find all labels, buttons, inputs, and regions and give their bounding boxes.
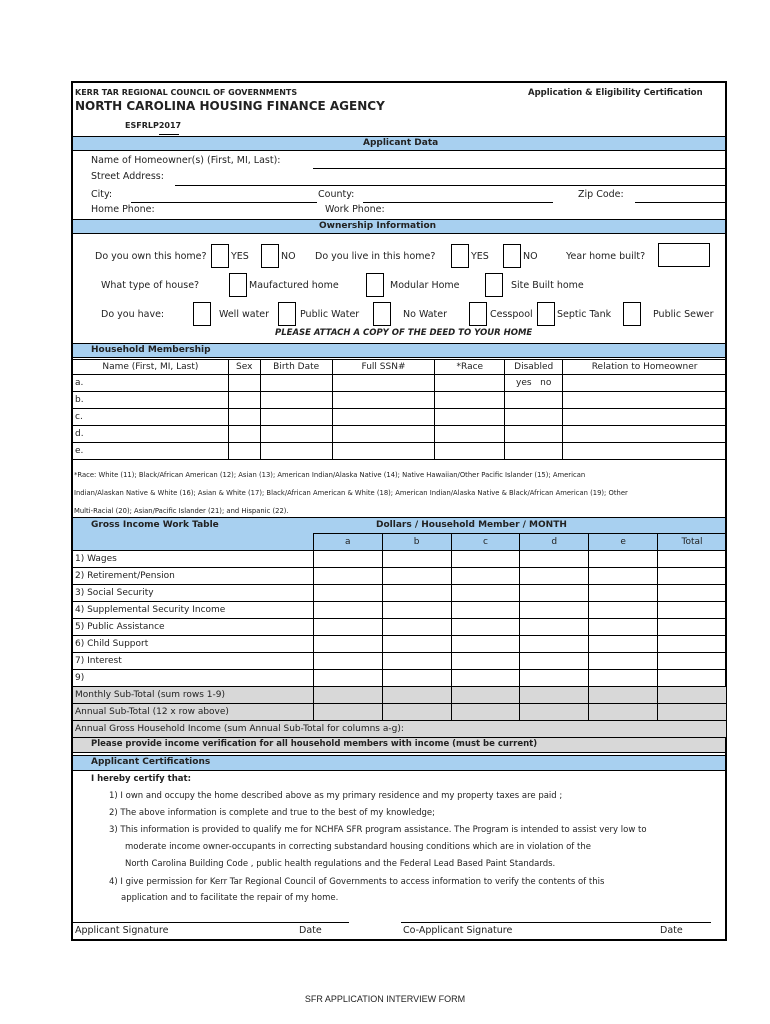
income-row[interactable] (73, 568, 727, 585)
amount-cell[interactable] (313, 585, 382, 602)
applicant-signature-label: Applicant Signature (75, 925, 169, 936)
amount-cell[interactable] (382, 636, 451, 653)
race-cell[interactable] (435, 375, 505, 392)
income-source: 4) Supplemental Security Income (73, 602, 314, 619)
live-no-label: NO (523, 251, 538, 262)
income-source: 3) Social Security (73, 585, 314, 602)
relation-cell[interactable] (563, 409, 727, 426)
certifications-title: Applicant Certifications (91, 757, 211, 767)
col-relation: Relation to Homeowner (563, 360, 727, 375)
income-source: 7) Interest (73, 653, 314, 670)
relation-cell[interactable] (563, 443, 727, 460)
sex-cell[interactable] (228, 426, 260, 443)
amount-cell[interactable] (451, 585, 520, 602)
amount-cell[interactable] (589, 585, 658, 602)
co-applicant-date-label: Date (660, 925, 683, 936)
income-row[interactable] (73, 619, 727, 636)
sex-cell[interactable] (228, 409, 260, 426)
application-form (71, 81, 727, 941)
county-field[interactable] (363, 202, 553, 203)
household-header-row (73, 360, 727, 375)
well-water-label: Well water (219, 309, 270, 320)
ssn-cell[interactable] (332, 409, 435, 426)
verify-note: Please provide income verification for all household members with income (must be current) (91, 739, 538, 749)
household-row[interactable] (73, 375, 727, 392)
septic-label: Septic Tank (557, 309, 612, 320)
city-label: City: (91, 189, 113, 200)
monthly-subtotal-label: Monthly Sub-Total (sum rows 1-9) (73, 687, 314, 704)
total-cell[interactable] (658, 551, 727, 568)
amount-cell[interactable] (589, 619, 658, 636)
amount-cell[interactable] (589, 551, 658, 568)
applicant-signature-line[interactable] (73, 922, 349, 923)
annual-gross-row (73, 721, 727, 738)
modular-label: Modular Home (390, 280, 460, 291)
amount-cell[interactable] (451, 551, 520, 568)
sex-cell[interactable] (228, 375, 260, 392)
subtotal-cell (658, 704, 727, 721)
cert-item-1: 1) I own and occupy the home described above as my primary residence and my property taxes are paid ; (109, 791, 563, 801)
subtotal-cell (451, 704, 520, 721)
income-dollars-label: Dollars / Household Member / MONTH (376, 520, 567, 530)
total-cell[interactable] (658, 602, 727, 619)
amount-cell[interactable] (382, 602, 451, 619)
amount-cell[interactable] (520, 619, 589, 636)
household-row[interactable] (73, 392, 727, 409)
race-note-line1: *Race: White (11); Black/African American (12); Asian (13); American Indian/Alaska Native (14); Native Hawaiian/Other Pacific Islander (15); American (74, 471, 586, 479)
amount-cell[interactable] (382, 568, 451, 585)
income-table (72, 533, 727, 738)
income-source: 2) Retirement/Pension (73, 568, 314, 585)
own-yes-checkbox[interactable] (211, 244, 229, 268)
race-cell[interactable] (435, 426, 505, 443)
manufactured-checkbox[interactable] (229, 273, 247, 297)
own-yes-label: YES (231, 251, 249, 262)
total-cell[interactable] (658, 653, 727, 670)
subtotal-cell (451, 687, 520, 704)
member-label: a. (73, 375, 229, 392)
cert-item-2: 2) The above information is complete and true to the best of my knowledge; (109, 808, 436, 818)
no-water-label: No Water (403, 309, 448, 320)
co-applicant-signature-line[interactable] (401, 922, 711, 923)
live-question: Do you live in this home? (315, 251, 436, 262)
income-row[interactable] (73, 585, 727, 602)
disabled-cell[interactable] (505, 409, 563, 426)
amount-cell[interactable] (451, 670, 520, 687)
col-ssn: Full SSN# (332, 360, 435, 375)
amount-cell[interactable] (520, 602, 589, 619)
amount-cell[interactable] (313, 670, 382, 687)
agency-name: NORTH CAROLINA HOUSING FINANCE AGENCY (75, 99, 385, 113)
total-cell[interactable] (658, 585, 727, 602)
city-field[interactable] (131, 202, 317, 203)
amount-cell[interactable] (313, 602, 382, 619)
subtotal-cell (382, 704, 451, 721)
income-row[interactable] (73, 653, 727, 670)
income-row[interactable] (73, 602, 727, 619)
cesspool-label: Cesspool (490, 309, 533, 320)
amount-cell[interactable] (313, 653, 382, 670)
no-water-checkbox[interactable] (373, 302, 391, 326)
income-row[interactable] (73, 551, 727, 568)
house-type-question: What type of house? (101, 280, 200, 291)
ssn-cell[interactable] (332, 375, 435, 392)
amount-cell[interactable] (520, 568, 589, 585)
total-cell[interactable] (658, 568, 727, 585)
amount-cell[interactable] (313, 636, 382, 653)
form-code: ESFRLP2017 (125, 121, 182, 130)
relation-cell[interactable] (563, 375, 727, 392)
relation-cell[interactable] (563, 392, 727, 409)
subtotal-cell (382, 687, 451, 704)
total-cell[interactable] (658, 619, 727, 636)
income-source: 6) Child Support (73, 636, 314, 653)
total-cell[interactable] (658, 670, 727, 687)
income-source: 1) Wages (73, 551, 314, 568)
household-table (72, 359, 727, 460)
col-disabled: Disabled (505, 360, 563, 375)
col-a: a (313, 534, 382, 551)
col-b: b (382, 534, 451, 551)
amount-cell[interactable] (520, 653, 589, 670)
member-label: b. (73, 392, 229, 409)
member-label: d. (73, 426, 229, 443)
amount-cell[interactable] (589, 568, 658, 585)
amount-cell[interactable] (382, 619, 451, 636)
birth-cell[interactable] (260, 409, 332, 426)
disabled-options[interactable]: yes no (505, 375, 563, 392)
income-column-header-row (73, 534, 727, 551)
public-water-checkbox[interactable] (278, 302, 296, 326)
zip-label: Zip Code: (578, 189, 624, 200)
applicant-date-label: Date (299, 925, 322, 936)
certifications-bar (73, 755, 725, 771)
amount-cell[interactable] (520, 551, 589, 568)
amount-cell[interactable] (451, 619, 520, 636)
annual-gross-label: Annual Gross Household Income (sum Annual Sub-Total for columns a-g): (73, 721, 727, 738)
subtotal-cell (520, 687, 589, 704)
sex-cell[interactable] (228, 392, 260, 409)
applicant-data-title: Applicant Data (363, 138, 439, 148)
certify-intro: I hereby certify that: (91, 774, 191, 784)
subtotal-cell (313, 687, 382, 704)
ownership-bar (73, 219, 725, 234)
subtotal-cell (589, 704, 658, 721)
col-name: Name (First, MI, Last) (73, 360, 229, 375)
disabled-cell[interactable] (505, 392, 563, 409)
birth-cell[interactable] (260, 375, 332, 392)
septic-checkbox[interactable] (537, 302, 555, 326)
amount-cell[interactable] (520, 585, 589, 602)
live-no-checkbox[interactable] (503, 244, 521, 268)
household-row[interactable] (73, 426, 727, 443)
org-name: KERR TAR REGIONAL COUNCIL OF GOVERNMENTS (75, 88, 298, 97)
amount-cell[interactable] (451, 568, 520, 585)
amount-cell[interactable] (313, 551, 382, 568)
birth-cell[interactable] (260, 392, 332, 409)
own-no-label: NO (281, 251, 296, 262)
sex-cell[interactable] (228, 443, 260, 460)
income-source: 5) Public Assistance (73, 619, 314, 636)
amount-cell[interactable] (589, 636, 658, 653)
amount-cell[interactable] (589, 602, 658, 619)
col-total: Total (658, 534, 727, 551)
col-race: *Race (435, 360, 505, 375)
disabled-cell[interactable] (505, 443, 563, 460)
amount-cell[interactable] (451, 636, 520, 653)
own-question: Do you own this home? (95, 251, 207, 262)
amount-cell[interactable] (382, 653, 451, 670)
relation-cell[interactable] (563, 426, 727, 443)
code-underline (159, 134, 179, 135)
well-water-checkbox[interactable] (193, 302, 211, 326)
cert-item-4-cont: application and to facilitate the repair of my home. (121, 893, 339, 903)
amount-cell[interactable] (382, 670, 451, 687)
home-phone-label: Home Phone: (91, 204, 155, 215)
income-title: Gross Income Work Table (91, 520, 219, 530)
subtotal-cell (520, 704, 589, 721)
public-sewer-label: Public Sewer (653, 309, 714, 320)
verify-note-bar (73, 738, 725, 753)
col-sex: Sex (228, 360, 260, 375)
amount-cell[interactable] (382, 585, 451, 602)
street-label: Street Address: (91, 171, 164, 182)
ssn-cell[interactable] (332, 426, 435, 443)
amount-cell[interactable] (451, 653, 520, 670)
race-note-line2: Indian/Alaskan Native & White (16); Asian & White (17); Black/African American & White (18); American Indian/Alaska Native & Black/African American (19); Other (74, 489, 628, 497)
race-note-line3: Multi-Racial (20); Asian/Pacific Islander (21); and Hispanic (22). (74, 507, 289, 515)
amount-cell[interactable] (451, 602, 520, 619)
monthly-subtotal-row (73, 687, 727, 704)
amount-cell[interactable] (589, 670, 658, 687)
member-label: c. (73, 409, 229, 426)
cert-item-4: 4) I give permission for Kerr Tar Regional Council of Governments to access information to verify the contents of this (109, 877, 605, 887)
work-phone-label: Work Phone: (325, 204, 385, 215)
deed-note: PLEASE ATTACH A COPY OF THE DEED TO YOUR HOME (275, 328, 533, 338)
form-title: Application & Eligibility Certification (528, 88, 703, 98)
col-c: c (451, 534, 520, 551)
disabled-cell[interactable] (505, 426, 563, 443)
street-field[interactable] (175, 185, 725, 186)
amount-cell[interactable] (520, 636, 589, 653)
source-header-cell (73, 534, 314, 551)
ownership-title: Ownership Information (319, 221, 437, 231)
col-d: d (520, 534, 589, 551)
amount-cell[interactable] (520, 670, 589, 687)
cert-item-3-cont2: North Carolina Building Code , public health regulations and the Federal Lead Based Paint Standards. (125, 859, 556, 869)
homeowner-label: Name of Homeowner(s) (First, MI, Last): (91, 155, 281, 166)
race-cell[interactable] (435, 392, 505, 409)
cert-item-3: 3) This information is provided to qualify me for NCHFA SFR program assistance. The Program is intended to assist very low to (109, 825, 647, 835)
total-cell[interactable] (658, 636, 727, 653)
live-yes-label: YES (471, 251, 489, 262)
income-row[interactable] (73, 636, 727, 653)
cesspool-checkbox[interactable] (469, 302, 487, 326)
year-built-field[interactable] (658, 243, 710, 267)
co-applicant-signature-label: Co-Applicant Signature (403, 925, 513, 936)
utilities-question: Do you have: (101, 309, 165, 320)
household-title: Household Membership (91, 345, 211, 355)
year-built-label: Year home built? (566, 251, 646, 262)
household-row[interactable] (73, 443, 727, 460)
col-birth-date: Birth Date (260, 360, 332, 375)
annual-subtotal-row (73, 704, 727, 721)
member-label: e. (73, 443, 229, 460)
amount-cell[interactable] (313, 619, 382, 636)
income-source: 9) (73, 670, 314, 687)
race-cell[interactable] (435, 443, 505, 460)
site-built-checkbox[interactable] (485, 273, 503, 297)
manufactured-label: Maufactured home (249, 280, 339, 291)
site-built-label: Site Built home (511, 280, 584, 291)
household-bar (73, 343, 725, 358)
applicant-data-bar (73, 136, 725, 151)
page-footer: SFR APPLICATION INTERVIEW FORM (304, 994, 466, 1004)
subtotal-cell (589, 687, 658, 704)
annual-subtotal-label: Annual Sub-Total (12 x row above) (73, 704, 314, 721)
amount-cell[interactable] (589, 653, 658, 670)
modular-checkbox[interactable] (366, 273, 384, 297)
public-water-label: Public Water (300, 309, 360, 320)
amount-cell[interactable] (382, 551, 451, 568)
public-sewer-checkbox[interactable] (623, 302, 641, 326)
homeowner-field[interactable] (313, 168, 725, 169)
ssn-cell[interactable] (332, 443, 435, 460)
ssn-cell[interactable] (332, 392, 435, 409)
race-cell[interactable] (435, 409, 505, 426)
birth-cell[interactable] (260, 426, 332, 443)
income-row[interactable] (73, 670, 727, 687)
zip-field[interactable] (635, 202, 725, 203)
birth-cell[interactable] (260, 443, 332, 460)
amount-cell[interactable] (313, 568, 382, 585)
subtotal-cell (313, 704, 382, 721)
subtotal-cell (658, 687, 727, 704)
household-row[interactable] (73, 409, 727, 426)
own-no-checkbox[interactable] (261, 244, 279, 268)
county-label: County: (318, 189, 355, 200)
cert-item-3-cont1: moderate income owner-occupants in correcting substandard housing conditions which are in violation of the (125, 842, 591, 852)
live-yes-checkbox[interactable] (451, 244, 469, 268)
col-e: e (589, 534, 658, 551)
